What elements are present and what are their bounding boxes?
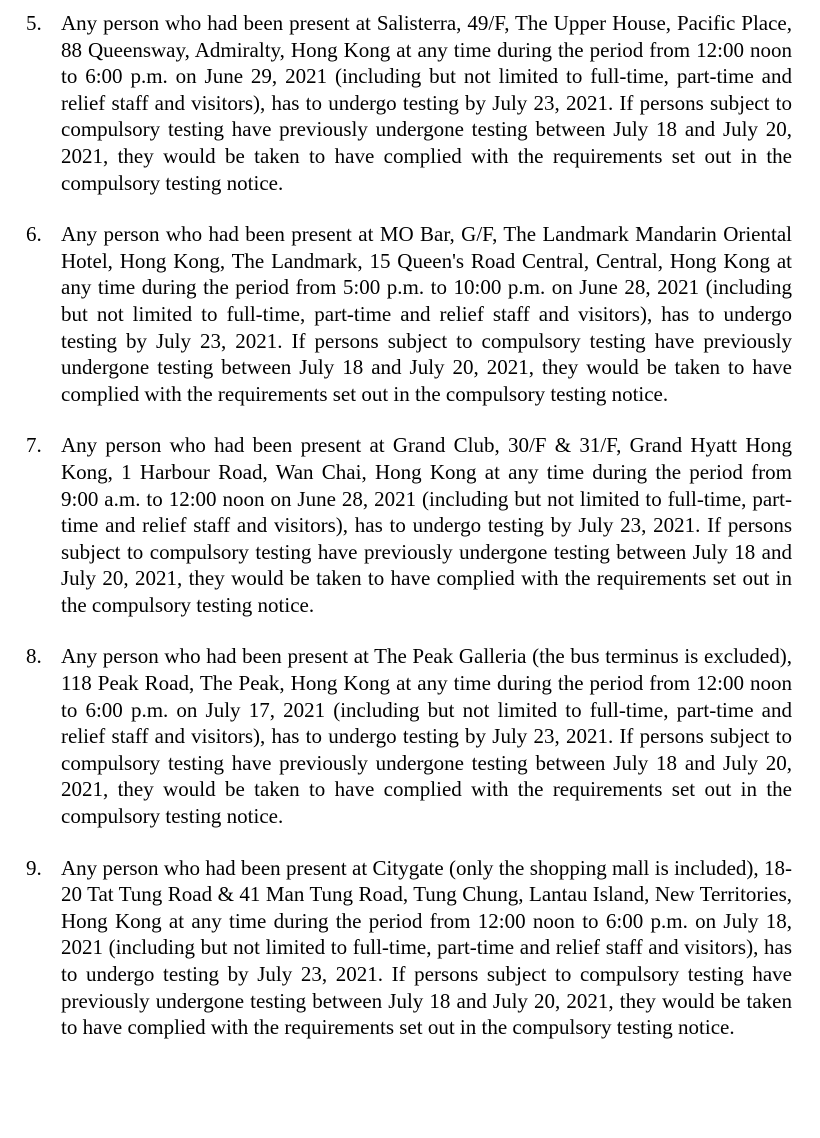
item-number: 8.: [26, 644, 42, 669]
document-body: [26, 10, 792, 1066]
item-text: Any person who had been present at Grand Club, 30/F & 31/F, Grand Hyatt Hong Kong, 1 Harbour Road, Wan Chai, Hong Kong at any time during the period from 9:00 a.m. to 12:00 noon on June 28, 2021 (including but not limited to full-time, part-time and relief staff and visitors), has to undergo testing by July 23, 2021. If persons subject to compulsory testing have previously undergone testing between July 18 and July 20, 2021, they would be taken to have complied with the requirements set out in the compulsory testing notice.: [61, 433, 792, 617]
item-text: Any person who had been present at Salisterra, 49/F, The Upper House, Pacific Place, 88 Queensway, Admiralty, Hong Kong at any time during the period from 12:00 noon to 6:00 p.m. on June 29, 2021 (including but not limited to full-time, part-time and relief staff and visitors), has to undergo testing by July 23, 2021. If persons subject to compulsory testing have previously undergone testing between July 18 and July 20, 2021, they would be taken to have complied with the requirements set out in the compulsory testing notice.: [61, 11, 792, 195]
item-text: Any person who had been present at Citygate (only the shopping mall is included), 18-20 Tat Tung Road & 41 Man Tung Road, Tung Chung, Lantau Island, New Territories, Hong Kong at any time during the period from 12:00 noon to 6:00 p.m. on July 18, 2021 (including but not limited to full-time, part-time and relief staff and visitors), has to undergo testing by July 23, 2021. If persons subject to compulsory testing have previously undergone testing between July 18 and July 20, 2021, they would be taken to have complied with the requirements set out in the compulsory testing notice.: [61, 855, 792, 1040]
list-item: [26, 221, 792, 407]
list-item: [26, 432, 792, 618]
item-number: 7.: [26, 433, 42, 458]
list-item: [26, 643, 792, 829]
list-item: [26, 10, 792, 196]
list-item: [26, 855, 792, 1041]
item-number: 5.: [26, 11, 42, 35]
item-number: 9.: [26, 855, 42, 880]
item-text: Any person who had been present at The Peak Galleria (the bus terminus is excluded), 118 Peak Road, The Peak, Hong Kong at any time during the period from 12:00 noon to 6:00 p.m. on July 17, 2021 (including but not limited to full-time, part-time and relief staff and visitors), has to undergo testing by July 23, 2021. If persons subject to compulsory testing have previously undergone testing between July 18 and July 20, 2021, they would be taken to have complied with the requirements set out in the compulsory testing notice.: [61, 644, 792, 829]
item-text: Any person who had been present at MO Bar, G/F, The Landmark Mandarin Oriental Hotel, Hong Kong, The Landmark, 15 Queen's Road Central, Central, Hong Kong at any time during the period from 5:00 p.m. to 10:00 p.m. on June 28, 2021 (including but not limited to full-time, part-time and relief staff and visitors), has to undergo testing by July 23, 2021. If persons subject to compulsory testing have previously undergone testing between July 18 and July 20, 2021, they would be taken to have complied with the requirements set out in the compulsory testing notice.: [61, 222, 792, 406]
item-number: 6.: [26, 222, 42, 247]
